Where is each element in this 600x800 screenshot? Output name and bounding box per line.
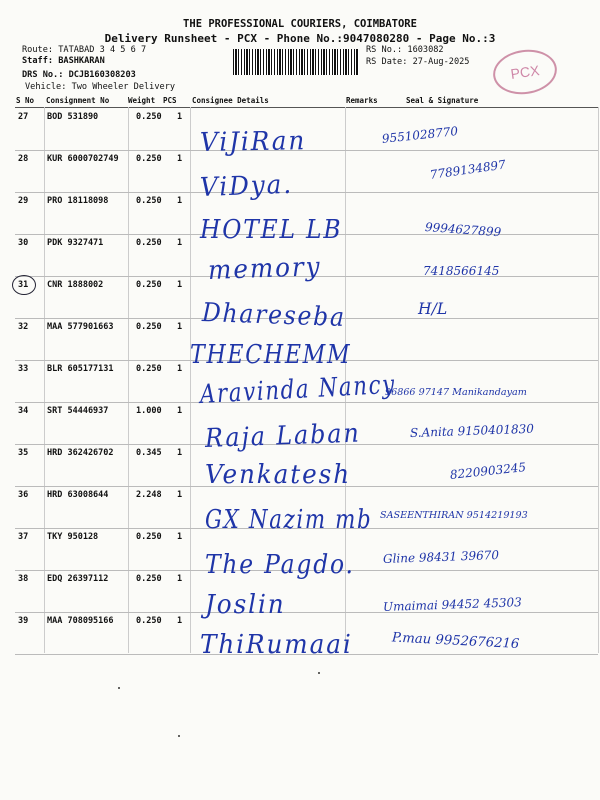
cell-consignment: MAA 708095166 — [47, 616, 114, 626]
company-title: THE PROFESSIONAL COURIERS, COIMBATORE — [183, 18, 417, 30]
seal-signature: Umaimai 94452 45303 — [382, 595, 523, 614]
cell-consignment: BLR 605177131 — [47, 364, 114, 374]
seal-signature: P.mau 9952676216 — [391, 629, 520, 652]
consignee-handwritten-name: memory — [207, 252, 322, 286]
runsheet-title: Delivery Runsheet - PCX - Phone No.:9047080280 - Page No.:3 — [104, 32, 496, 45]
cell-pcs: 1 — [177, 532, 183, 542]
cell-consignment: HRD 362426702 — [47, 448, 114, 458]
cell-pcs: 1 — [177, 490, 183, 500]
seal-signature: 9551028770 — [381, 124, 459, 146]
seal-signature: 96866 97147 Manikandayam — [385, 386, 527, 398]
table-header — [16, 94, 596, 108]
route-label: Route: TATABAD 3 4 5 6 7 — [22, 45, 147, 55]
scan-dot — [118, 687, 120, 689]
drs-number: DRS No.: DCJB160308203 — [22, 70, 136, 80]
cell-sno: 29 — [18, 196, 29, 206]
cell-weight: 0.250 — [136, 364, 162, 374]
seal-signature: 8220903245 — [449, 460, 527, 482]
cell-pcs: 1 — [177, 322, 183, 332]
rs-number: RS No.: 1603082 — [366, 45, 444, 55]
cell-weight: 1.000 — [136, 406, 162, 416]
cell-weight: 0.250 — [136, 112, 162, 122]
cell-consignment: PRO 18118098 — [47, 196, 109, 206]
consignee-handwritten-name: ThiRumaai — [200, 630, 353, 660]
consignee-handwritten-name: GX Nazim mb — [205, 505, 373, 535]
cell-consignment: BOD 531890 — [47, 112, 99, 122]
pcx-stamp: PCX — [490, 46, 560, 98]
col-seal: Seal & Signature — [406, 96, 479, 105]
circled-row-marker — [12, 275, 36, 295]
cell-pcs: 1 — [177, 364, 183, 374]
scan-dot — [318, 672, 320, 674]
cell-sno: 38 — [18, 574, 29, 584]
cell-consignment: CNR 1888002 — [47, 280, 104, 290]
seal-signature: 7789134897 — [429, 157, 507, 182]
cell-pcs: 1 — [177, 406, 183, 416]
consignee-handwritten-name: The Pagdo. — [205, 550, 355, 580]
cell-pcs: 1 — [177, 280, 183, 290]
cell-consignment: HRD 63008644 — [47, 490, 109, 500]
consignee-handwritten-name: Aravinda Nancy — [199, 369, 397, 410]
cell-sno: 35 — [18, 448, 29, 458]
col-remarks: Remarks — [346, 96, 378, 105]
consignee-handwritten-name: HOTEL LB — [200, 215, 343, 245]
cell-pcs: 1 — [177, 616, 183, 626]
cell-pcs: 1 — [177, 238, 183, 248]
col-weight: Weight — [128, 96, 156, 105]
cell-consignment: SRT 54446937 — [47, 406, 109, 416]
cell-weight: 2.248 — [136, 490, 162, 500]
cell-weight: 0.250 — [136, 280, 162, 290]
cell-sno: 30 — [18, 238, 29, 248]
cell-sno: 34 — [18, 406, 29, 416]
seal-signature: 7418566145 — [423, 264, 500, 278]
cell-weight: 0.250 — [136, 532, 162, 542]
consignee-handwritten-name: Venkatesh — [205, 460, 352, 490]
rs-date: RS Date: 27-Aug-2025 — [366, 57, 470, 67]
seal-signature: 9994627899 — [424, 220, 502, 240]
cell-pcs: 1 — [177, 574, 183, 584]
cell-consignment: KUR 6000702749 — [47, 154, 119, 164]
cell-sno: 39 — [18, 616, 29, 626]
cell-consignment: EDQ 26397112 — [47, 574, 109, 584]
seal-signature: H/L — [418, 299, 448, 319]
cell-weight: 0.250 — [136, 196, 162, 206]
cell-sno: 31 — [18, 280, 29, 290]
cell-pcs: 1 — [177, 154, 183, 164]
seal-signature: Gline 98431 39670 — [382, 547, 500, 566]
cell-weight: 0.250 — [136, 238, 162, 248]
consignee-handwritten-name: ViJiRan — [199, 126, 307, 158]
cell-consignment: PDK 9327471 — [47, 238, 104, 248]
cell-sno: 33 — [18, 364, 29, 374]
barcode — [233, 49, 359, 75]
cell-sno: 32 — [18, 322, 29, 332]
cell-sno: 36 — [18, 490, 29, 500]
cell-sno: 27 — [18, 112, 29, 122]
seal-signature: S.Anita 9150401830 — [409, 421, 535, 440]
cell-sno: 37 — [18, 532, 29, 542]
consignee-handwritten-name: THECHEMM — [190, 340, 352, 370]
cell-pcs: 1 — [177, 112, 183, 122]
cell-weight: 0.345 — [136, 448, 162, 458]
consignee-handwritten-name: Raja Laban — [204, 418, 362, 454]
consignee-handwritten-name: ViDya. — [199, 169, 294, 203]
cell-weight: 0.250 — [136, 154, 162, 164]
cell-weight: 0.250 — [136, 322, 162, 332]
consignee-handwritten-name: Dhareseba — [201, 298, 347, 334]
cell-consignment: TKY 950128 — [47, 532, 99, 542]
vehicle-label: Vehicle: Two Wheeler Delivery — [25, 82, 176, 92]
col-consignment: Consignment No — [46, 96, 110, 105]
col-sno: S No — [16, 96, 35, 105]
cell-pcs: 1 — [177, 196, 183, 206]
cell-consignment: MAA 577901663 — [47, 322, 114, 332]
cell-sno: 28 — [18, 154, 29, 164]
cell-weight: 0.250 — [136, 616, 162, 626]
scan-dot — [178, 735, 180, 737]
consignee-handwritten-name: Joslin — [205, 590, 286, 620]
staff-label: Staff: BASHKARAN — [22, 56, 105, 66]
seal-signature: SASEENTHIRAN 9514219193 — [380, 509, 528, 521]
cell-weight: 0.250 — [136, 574, 162, 584]
table-row — [15, 150, 598, 193]
col-consignee: Consignee Details — [192, 96, 269, 105]
table-row — [15, 108, 598, 151]
cell-pcs: 1 — [177, 448, 183, 458]
col-pcs: PCS — [163, 96, 177, 105]
